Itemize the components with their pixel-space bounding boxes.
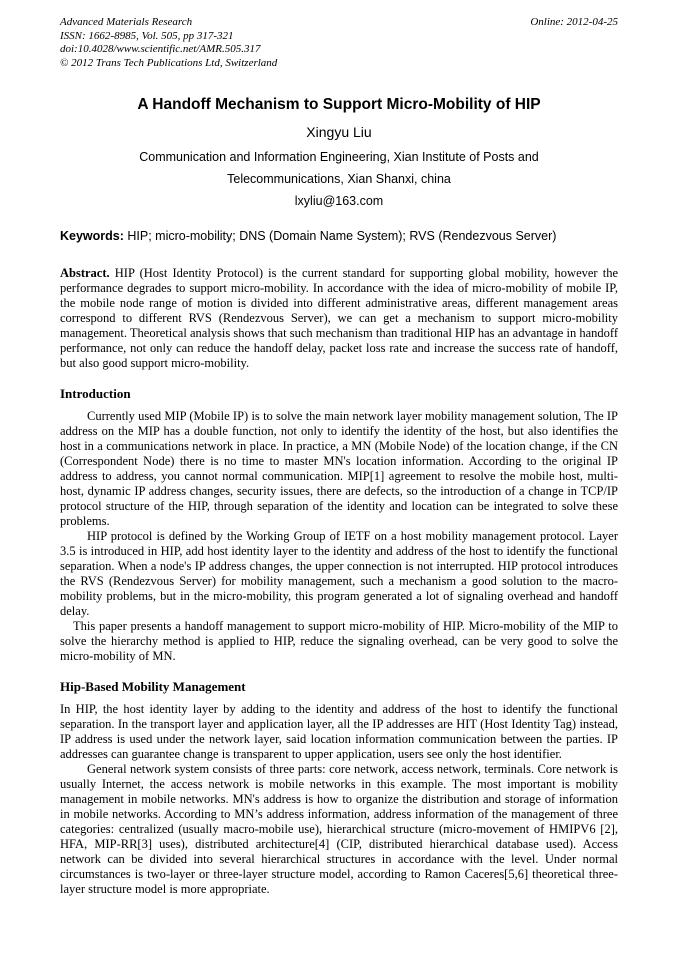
journal-name: Advanced Materials Research <box>60 16 193 28</box>
abstract-text: HIP (Host Identity Protocol) is the current standard for supporting global mobility, however the performance degrades to support micro-mobility. In accordance with the idea of micro-mobility of mobile IP, the mobile node range of motion is divided into different administrative areas, different management areas correspond to different RVS (Rendezvous Server), we can get a mechanism to support micro-mobility management. Theoretical analysis shows that such mechanism than traditional HIP has an advantage in handoff performance, not only can reduce the handoff delay, packet loss rate and increase the success rate of handoff, but also good support micro-mobility. <box>60 266 618 370</box>
introduction-paragraph-2: HIP protocol is defined by the Working Group of IETF on a host mobility management protocol. Layer 3.5 is introduced in HIP, add host identity layer to the identity and address of the host to identify the functional separation. When a node's IP address changes, the upper connection is not interrupted. HIP protocol introduces the RVS (Rendezvous Server) for mobility management, such a mechanism a good solution to the macro-mobility problems, but in the micro-mobility, this program generated a lot of signaling overhead and handoff delay. <box>60 529 618 618</box>
online-date: Online: 2012-04-25 <box>530 16 618 28</box>
hip-section-paragraph-2: General network system consists of three parts: core network, access network, terminals. Core network is usually Internet, the access network is mobile networks in this example. The most important is mobility management in mobile networks. MN's address is how to organize the distribution and storage of information in mobile networks. According to MN’s address information, address information of the management of three categories: centralized (usually macro-mobile use), hierarchical structure (micro-movement of HMIPV6 [2], HFA, MIP-RR[3] uses), distributed architecture[4] (CIP, distributed hierarchical database used). Access network can be divided into several hierarchical structures in accordance with the level. Under normal circumstances is two-layer or three-layer structure model, according to Ramon Caceres[5,6] theoretical three-layer structure model is more appropriate. <box>60 762 618 896</box>
abstract-label: Abstract. <box>60 266 110 280</box>
affiliation-line-2: Telecommunications, Xian Shanxi, china <box>227 172 451 186</box>
abstract-paragraph <box>60 266 618 371</box>
hip-section-paragraph-1: In HIP, the host identity layer by adding to the identity and address of the host to identify the functional separation. In the transport layer and application layer, all the IP addresses are HIT (Host Identity Tag) instead, IP address is used under the network layer, said location information communication between the parties. IP addresses can guarantee change is transparent to upper application, users see only the host identifier. <box>60 702 618 761</box>
doi-line: doi:10.4028/www.scientific.net/AMR.505.317 <box>60 43 261 55</box>
author-name: Xingyu Liu <box>306 124 372 140</box>
author-email: lxyliu@163.com <box>294 194 384 208</box>
issn-volume-pages: ISSN: 1662-8985, Vol. 505, pp 317-321 <box>60 29 234 42</box>
keywords-label: Keywords: <box>60 229 124 243</box>
paper-title: A Handoff Mechanism to Support Micro-Mobility of HIP <box>137 96 541 113</box>
keywords-line <box>60 229 618 243</box>
section-heading-introduction: Introduction <box>60 386 131 401</box>
keywords-text: HIP; micro-mobility; DNS (Domain Name System); RVS (Rendezvous Server) <box>123 229 557 243</box>
copyright-line: © 2012 Trans Tech Publications Ltd, Switzerland <box>60 56 278 69</box>
journal-info <box>60 16 277 70</box>
affiliation-line-1: Communication and Information Engineering, Xian Institute of Posts and <box>139 150 539 164</box>
introduction-paragraph-3: This paper presents a handoff management to support micro-mobility of HIP. Micro-mobility of the MIP to solve the hierarchy method is applied to HIP, reduce the signaling overhead, can be very good to solve the micro-mobility of MN. <box>60 619 618 663</box>
journal-header <box>60 16 618 70</box>
introduction-paragraph-1: Currently used MIP (Mobile IP) is to solve the main network layer mobility management solution, The IP address on the MIP has a double function, not only to identify the identity of the host, but also identifies the host in a communications network in place. In practice, a MN (Mobile Node) of the location change, if the CN (Correspondent Node) there is no time to master MN's location information. According to the original IP address to address, you cannot normal communication. MIP[1] agreement to resolve the mobile host, multi-host, dynamic IP address changes, security issues, there are defects, so the introduction of a change in TCP/IP protocol structure of the HIP, through separation of the identity and location can be integrated to solve these problems. <box>60 409 618 528</box>
section-heading-hip-based-mobility-management: Hip-Based Mobility Management <box>60 679 246 694</box>
